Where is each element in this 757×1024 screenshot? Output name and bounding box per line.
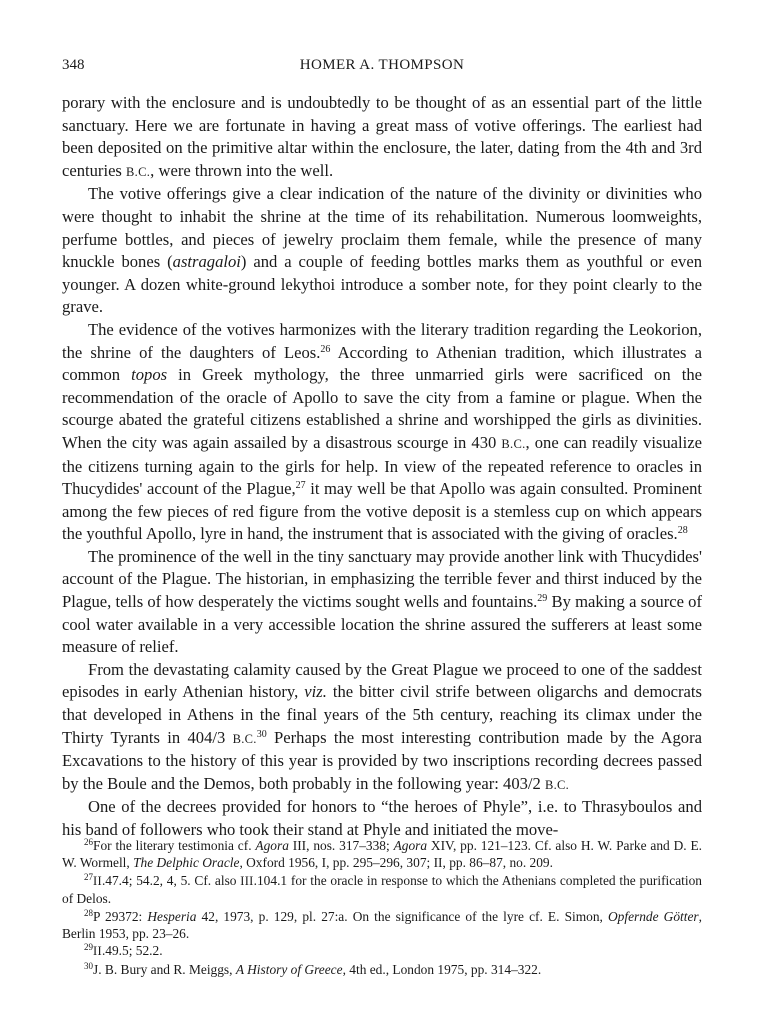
paragraph-6: One of the decrees provided for honors to “the heroes of Phyle”, i.e. to Thrasyboulos and his band of followers who took their stand at Phyle and initiated the move- [62,797,702,839]
paragraph-2: The votive offerings give a clear indication of the nature of the divinity or divinities who were thought to inhabit the shrine at the time of its rehabilitation. Numerous loomweights, perfume bottles, and pieces of jewelry proclaim them female, while the presence of many knuckle bones (astragaloi) and a couple of feeding bottles marks them as youthful or even younger. A dozen white-ground lekythoi introduce a somber note, for they point clearly to the grave. [62,184,702,317]
footnote-30: $^{30}$J. B. Bury and R. Meiggs, A History of Greece, 4th ed., London 1975, pp. 314–322. [84,960,542,977]
footnote-29: $^{29}$II.49.5; 52.2. [84,942,163,959]
running-header [62,56,702,74]
footnote-27: $^{27}$II.47.4; 54.2, 4, 5. Cf. also III.104.1 for the oracle in response to which the Athenians completed the purification of Delos. [62,871,702,907]
paragraph-3: The evidence of the votives harmonizes with the literary tradition regarding the Leokorion, the shrine of the daughters of Leos.$^{26}$ According to Athenian tradition, which illustrates a common topos in Greek mythology, the three unmarried girls were sacrificed on the recommendation of the oracle of Apollo to save the city from a famine or plague. When the scourge abated the grateful citizens established a shrine and worshipped the girls as divinities. When the city was again assailed by a disastrous scourge in 430 B.C., one can readily visualize the citizens turning again to the girls for help. In view of the repeated reference to oracles in Thucydides' account of the Plague,$^{27}$ it may well be that Apollo was again consulted. Prominent among the few pieces of red figure from the votive deposit is a stemless cup on which appears the youthful Apollo, lyre in hand, the instrument that is associated with the giving of oracles.$^{28}$ [62,319,702,544]
footnote-ref-30: 30 [256,728,267,740]
footnote-26: $^{26}$For the literary testimonia cf. Agora III, nos. 317–338; Agora XIV, pp. 121–123. Cf. also H. W. Parke and D. E. W. Wormell, The Delphic Oracle, Oxford 1956, I, pp. 295–296, 307; II, pp. 86–87, no. 209. [62,837,703,871]
footnote-ref-29: 29 [537,593,548,605]
footnote-ref-27: 27 [295,480,306,492]
footnotes [62,837,702,978]
running-title: HOMER A. THOMPSON [299,57,465,73]
footnote-28: $^{28}$P 29372: Hesperia 42, 1973, p. 129, pl. 27:a. On the significance of the lyre cf. E. Simon, Opfernde Götter, Berlin 1953, pp. 23–26. [62,907,702,942]
page-number: 348 [62,57,85,73]
body-text [62,92,702,842]
paragraph-5: From the devastating calamity caused by the Great Plague we proceed to one of the saddest episodes in early Athenian history, viz. the bitter civil strife between oligarchs and democrats that developed in Athens in the final years of the 5th century, reaching its climax under the Thirty Tyrants in 404/3 B.C.$^{30}$ Perhaps the most interesting contribution made by the Agora Excavations to the history of this year is provided by two inscriptions recording decrees passed by the Boule and the Demos, both probably in the following year: 403/2 B.C. [62,659,702,793]
footnote-ref-26: 26 [320,343,331,355]
paragraph-4: The prominence of the well in the tiny sanctuary may provide another link with Thucydides' account of the Plague. The historian, in emphasizing the terrible fever and thirst induced by the Plague, tells of how desperately the victims sought wells and fountains.$^{29}$ By making a source of cool water available in a very accessible location the shrine assured the sufferers at least some measure of relief. [62,546,702,657]
paragraph-1: porary with the enclosure and is undoubtedly to be thought of as an essential part of the little sanctuary. Here we are fortunate in having a great mass of votive offerings. The earliest had been deposited on the primitive altar within the enclosure, the later, dating from the 4th and 3rd centuries B.C., were thrown into the well. [62,93,702,180]
footnote-ref-28: 28 [677,525,688,537]
